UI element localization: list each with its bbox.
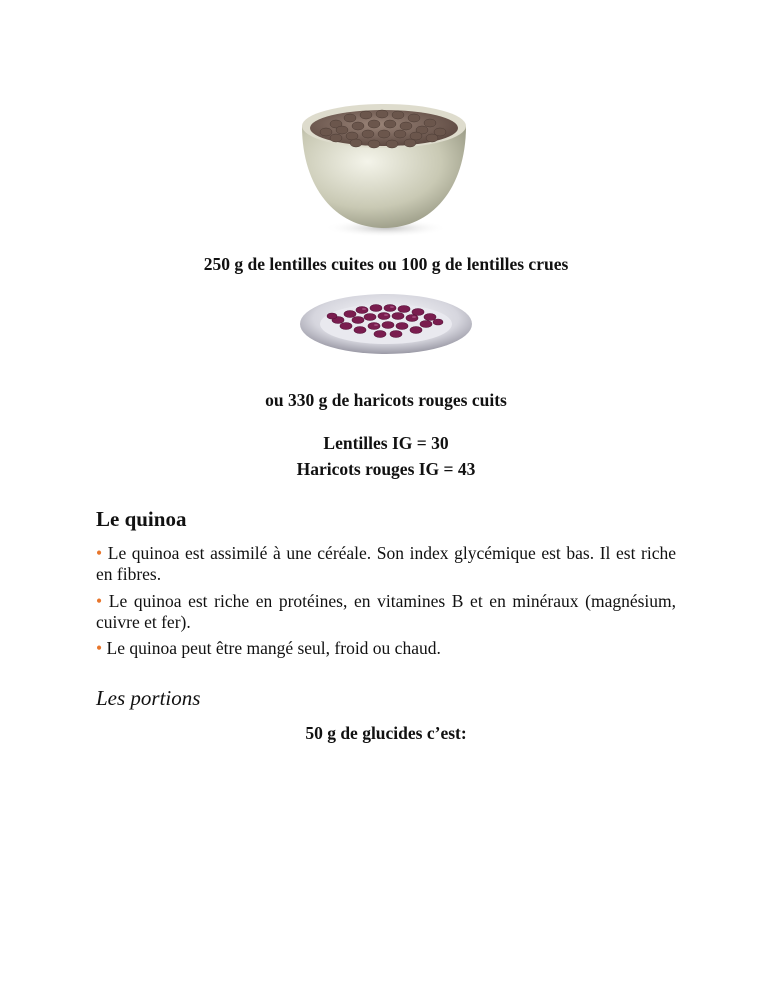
bowl-of-lentils-icon — [296, 88, 472, 240]
bullet-text: Le quinoa est assimilé à une céréale. Son index glycémique est bas. Il est riche en fibres. — [96, 543, 677, 584]
lentils-caption: 250 g de lentilles cuites ou 100 g de lentilles crues — [203, 254, 569, 274]
quinoa-bullet-1 — [96, 543, 676, 585]
quinoa-heading: Le quinoa — [96, 507, 187, 531]
portions-heading: Les portions — [96, 686, 201, 710]
bullet-icon: • — [96, 591, 103, 611]
quinoa-bullet-2 — [96, 591, 676, 633]
beans-plate-image — [298, 290, 474, 356]
lentils-bowl-image — [296, 88, 472, 240]
bullet-text: Le quinoa peut être mangé seul, froid ou chaud. — [106, 638, 441, 658]
bullet-icon: • — [96, 543, 103, 563]
plate-of-red-beans-icon — [298, 290, 474, 356]
ig-beans-text: Haricots rouges IG = 43 — [296, 459, 476, 479]
quinoa-bullet-3 — [96, 638, 676, 659]
bullet-text: Le quinoa est riche en protéines, en vitamines B et en minéraux (magnésium, cuivre et fer). — [96, 591, 677, 632]
portions-subheading: 50 g de glucides c’est: — [305, 723, 467, 743]
ig-lentils-text: Lentilles IG = 30 — [323, 433, 449, 453]
bullet-icon: • — [96, 638, 103, 658]
beans-caption: ou 330 g de haricots rouges cuits — [265, 390, 507, 410]
